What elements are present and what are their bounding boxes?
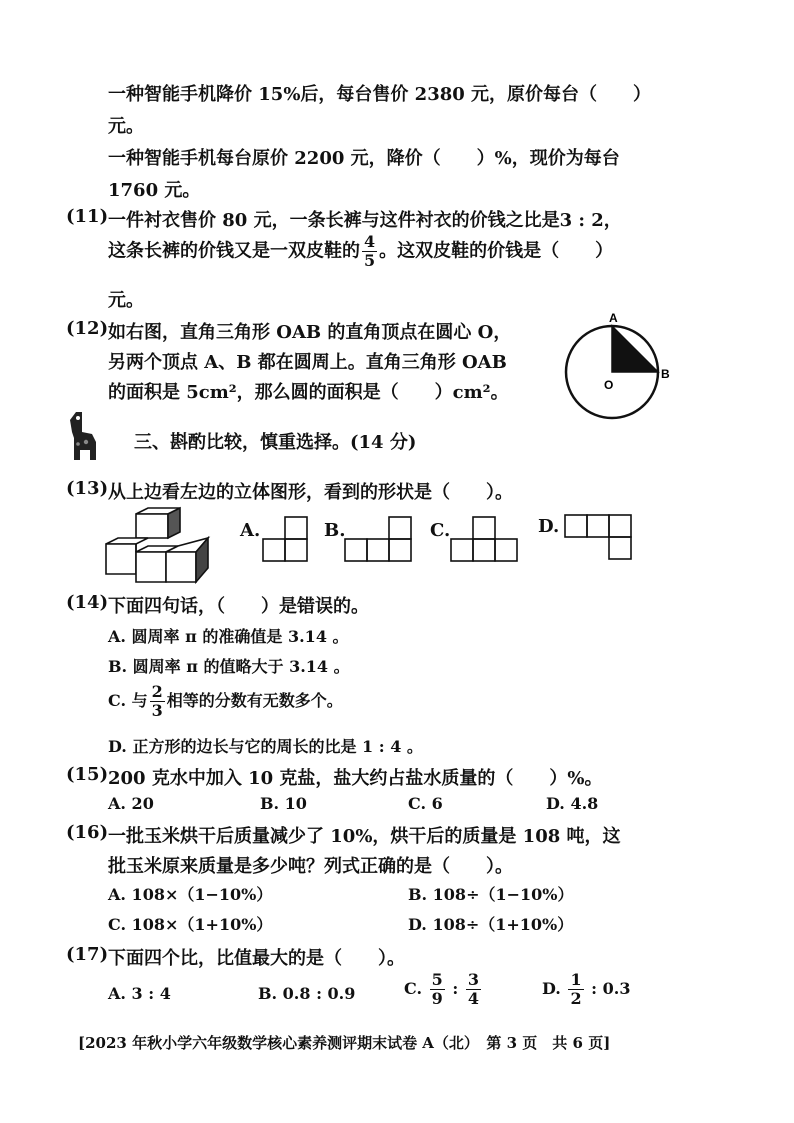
q13-option-c-shape: [450, 516, 522, 564]
q14-option-b: B. 圆周率 π 的值略大于 3.14 。: [108, 657, 350, 676]
page-footer: [2023 年秋小学六年级数学核心素养测评期末试卷 A（北） 第 3 页 共 6 页]: [78, 1034, 611, 1052]
q11-line1: 一件衬衣售价 80 元，一条长裤与这件衬衣的价钱之比是3 : 2，: [108, 210, 622, 231]
q11-line3: 元。: [108, 290, 144, 311]
q14-text: 下面四句话，（ ）是错误的。: [108, 596, 369, 617]
q15-option-b: B. 10: [260, 794, 307, 813]
cube-solid-figure: [106, 508, 212, 584]
q15-option-d: D. 4.8: [546, 794, 599, 813]
q12-number: (12): [66, 318, 109, 339]
q17-option-b: B. 0.8 : 0.9: [258, 984, 356, 1003]
q10-line1: 一种智能手机降价 15%后，每台售价 2380 元，原价每台（ ）: [108, 84, 652, 105]
q17-text: 下面四个比，比值最大的是（ ）。: [108, 948, 405, 969]
q13-option-b-shape: [344, 516, 416, 564]
q16-option-a: A. 108×（1−10%）: [108, 885, 273, 904]
q16-line2: 批玉米原来质量是多少吨？列式正确的是（ ）。: [108, 856, 513, 877]
q10-line4: 1760 元。: [108, 180, 201, 201]
q13-option-a-label: A.: [240, 520, 261, 541]
q13-option-d-label: D.: [538, 516, 560, 537]
q15-text: 200 克水中加入 10 克盐，盐大约占盐水质量的（ ）%。: [108, 768, 603, 789]
giraffe-icon: [62, 408, 102, 468]
q15-number: (15): [66, 764, 109, 785]
q13-option-b-label: B.: [324, 520, 346, 541]
q17-c-fraction-1: $\frac{5}{9}$: [431, 970, 443, 1008]
q13-text: 从上边看左边的立体图形，看到的形状是（ ）。: [108, 482, 513, 503]
q16-line1: 一批玉米烘干后质量减少了 10%，烘干后的质量是 108 吨，这: [108, 826, 621, 847]
q14-option-c: C. 与 $\frac{2}{3}$ 相等的分数有无数多个。: [108, 682, 343, 720]
q14-option-a: A. 圆周率 π 的准确值是 3.14 。: [108, 627, 349, 646]
q11-line2: 这条长裤的价钱又是一双皮鞋的 $\frac{4}{5}$ 。这双皮鞋的价钱是（ ）: [108, 232, 614, 270]
q12-line2: 另两个顶点 A、B 都在圆周上。直角三角形 OAB: [108, 352, 507, 373]
q12-line1: 如右图，直角三角形 OAB 的直角顶点在圆心 O，: [108, 322, 512, 343]
label-b: B: [661, 367, 670, 381]
q17-c-fraction-2: $\frac{3}{4}$: [467, 970, 479, 1008]
q10-line3: 一种智能手机每台原价 2200 元，降价（ ）%，现价为每台: [108, 148, 620, 169]
q13-number: (13): [66, 478, 109, 499]
q15-option-a: A. 20: [108, 794, 154, 813]
q13-option-c-label: C.: [430, 520, 451, 541]
label-a: A: [609, 311, 618, 325]
q14-fraction: $\frac{2}{3}$: [151, 682, 163, 720]
q13-option-d-shape: [564, 514, 636, 562]
q11-fraction: $\frac{4}{5}$: [364, 232, 376, 270]
q12-line3: 的面积是 5cm²，那么圆的面积是（ ）cm²。: [108, 382, 509, 403]
q11-number: (11): [66, 206, 109, 227]
q17-option-c: C. $\frac{5}{9}$ : $\frac{3}{4}$: [404, 970, 479, 1008]
q17-number: (17): [66, 944, 109, 965]
q17-d-fraction: $\frac{1}{2}$: [570, 970, 582, 1008]
section3-title: 三、斟酌比较，慎重选择。(14 分): [134, 432, 417, 453]
q15-option-c: C. 6: [408, 794, 443, 813]
q13-option-a-shape: [262, 516, 310, 564]
q17-option-d: D. $\frac{1}{2}$ : 0.3: [542, 970, 631, 1008]
q14-option-d: D. 正方形的边长与它的周长的比是 1 : 4 。: [108, 737, 423, 756]
circle-triangle-figure: [560, 308, 680, 428]
q16-option-b: B. 108÷（1−10%）: [408, 885, 574, 904]
q16-number: (16): [66, 822, 109, 843]
label-o: O: [604, 378, 614, 392]
q17-option-a: A. 3 : 4: [108, 984, 171, 1003]
q16-option-c: C. 108×（1+10%）: [108, 915, 273, 934]
q14-number: (14): [66, 592, 109, 613]
q16-option-d: D. 108÷（1+10%）: [408, 915, 574, 934]
q10-line2: 元。: [108, 116, 144, 137]
